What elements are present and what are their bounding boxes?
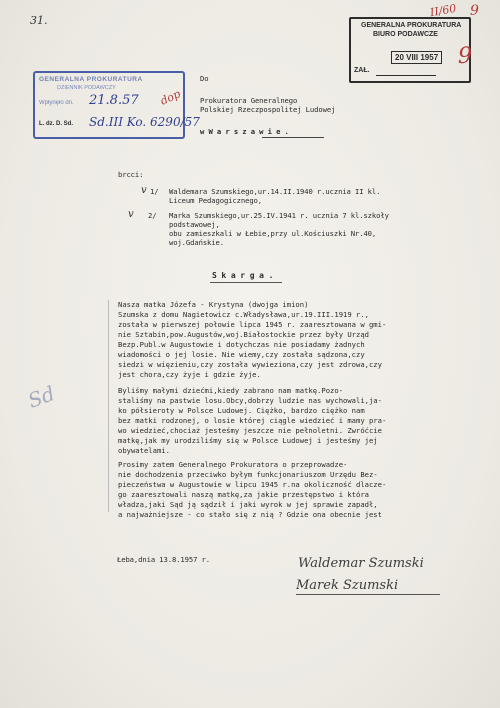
sender1-line2: Liceum Pedagogicznego, (169, 196, 262, 205)
addressee-city: w W a r s z a w i e . (200, 127, 289, 136)
body-line: nie dochodzenia przeciwko byłym funkcjonariuszom Urzędu Bez- (118, 470, 378, 479)
receipt-handwritten-top: II/60 (429, 1, 458, 20)
top-right-mark: 9 (470, 3, 479, 19)
body-line: matkę,jak my urodziliśmy się w Polsce Ludowej i jesteśmy jej (118, 436, 378, 445)
addressee-to: Do (200, 74, 209, 83)
complaint-body (118, 300, 496, 530)
city-underline (262, 137, 324, 138)
body-line: go zaaresztowali naszą matkę,za jakie przestępstwo i która (118, 490, 369, 499)
sender2-line1: Marka Szumskiego,ur.25.IV.1941 r. ucznia 7 kl.szkoły (169, 211, 389, 220)
sender1-number: 1/ (150, 187, 159, 196)
body-line: a najważniejsze - co stało się z nią ? Gdzie ona obecnie jest (118, 510, 382, 519)
addressee-line1: Prokuratora Generalnego (200, 96, 298, 105)
body-line: pieczeństwa w Augustowie w lipcu 1945 r.na okoliczność dlacze- (118, 480, 387, 489)
receipt-stamp-line1: GENERALNA PROKURATURA (361, 22, 462, 29)
signature-underline (296, 594, 440, 595)
receipt-stamp-line (376, 75, 436, 76)
signature-marek: Marek Szumski (296, 578, 399, 593)
sender1-line1: Waldemara Szumskiego,ur.14.II.1940 r.ucznia II kl. (169, 187, 381, 196)
body-line: władza,jaki Sąd ją sądził i jaki wyrok w jej sprawie zapadł, (118, 500, 378, 509)
stamp-line1: GENERALNA PROKURATURA (39, 76, 143, 83)
receipt-stamp-zal: ZAŁ. (354, 67, 370, 74)
body-line: nie Sztabin,pow.Augustów,woj.Białostockie przez były Urząd (118, 330, 369, 339)
stamp-line2: DZIENNIK PODAWCZY (57, 85, 116, 91)
stamp-register-label: L. dz. D. Sd. (39, 121, 73, 127)
signature-waldemar: Waldemar Szumski (298, 556, 424, 571)
body-line: wo wiedzieć,chociaż jesteśmy jeszcze nie pełnoletni. Zwróćcie (118, 426, 382, 435)
receipt-handwritten-side: 9 (458, 44, 472, 69)
body-line: staliśmy na pastwie losu.Obcy,dobrzy ludzie nas wychowali,ja- (118, 396, 382, 405)
sender2-line2: podstawowej, (169, 220, 220, 229)
body-line: siedzi w więzieniu,czy została wywieziona,czy jest zdrowa,czy (118, 360, 382, 369)
body-line: bez matki rodzonej, o losie której ciągle wiedzieć i mamy pra- (118, 416, 387, 425)
body-line: ko półsieroty w Polsce Ludowej. Ciężko, bardzo ciężko nam (118, 406, 365, 415)
body-line: została w pierwszej połowie lipca 1945 r. zaaresztowana w gmi- (118, 320, 387, 329)
body-line: obywatelami. (118, 446, 170, 455)
sender2-check: v (128, 209, 134, 220)
stamp-received-date: 21.8.57 (89, 93, 139, 108)
document-title: S k a r g a . (212, 271, 274, 280)
body-line: Prosimy zatem Generalnego Prokuratora o przeprowadze- (118, 460, 348, 469)
sender2-number: 2/ (148, 211, 157, 220)
receipt-stamp-line2: BIURO PODAWCZE (373, 31, 438, 38)
margin-line (108, 300, 109, 512)
registry-stamp (33, 71, 200, 139)
addressee-line2: Polskiej Rzeczpospolitej Ludowej (200, 105, 336, 114)
page-number-mark: 31. (30, 14, 48, 27)
sender2-line3: obu zamieszkali w Łebie,przy ul.Kościuszki Nr.40, (169, 229, 377, 238)
place-date: Łeba,dnia 13.8.1957 r. (117, 555, 210, 564)
receipt-stamp (349, 17, 471, 83)
stamp-sig-mark: dop (158, 87, 183, 108)
sender2-line4: woj.Gdańskie. (169, 238, 224, 247)
from-label: brcci: (118, 170, 144, 179)
body-line: jest chora,czy żyje i gdzie żyje. (118, 370, 261, 379)
receipt-stamp-date: 20 VIII 1957 (391, 51, 442, 64)
margin-note: Sd (24, 381, 58, 413)
stamp-received-label: Wpłynęło dn. (39, 100, 74, 106)
body-line: Nasza matka Józefa - Krystyna (dwojga imion) (118, 300, 309, 309)
title-underline (210, 282, 282, 283)
body-line: wiadomości o jej losie. Nie wiemy,czy została sądzona,czy (118, 350, 365, 359)
body-line: Bezp.Publ.w Augustowie i dotychczas nie posiadamy żadnych (118, 340, 365, 349)
stamp-case-number: Sd.III Ko. 6290/57 (89, 115, 200, 129)
sender1-check: v (141, 185, 147, 196)
body-line: Byliśmy małymi dziećmi,kiedy zabrano nam matkę.Pozo- (118, 386, 344, 395)
body-line: Szumska z domu Nagietowicz c.Władysława,ur.19.III.1919 r., (118, 310, 369, 319)
